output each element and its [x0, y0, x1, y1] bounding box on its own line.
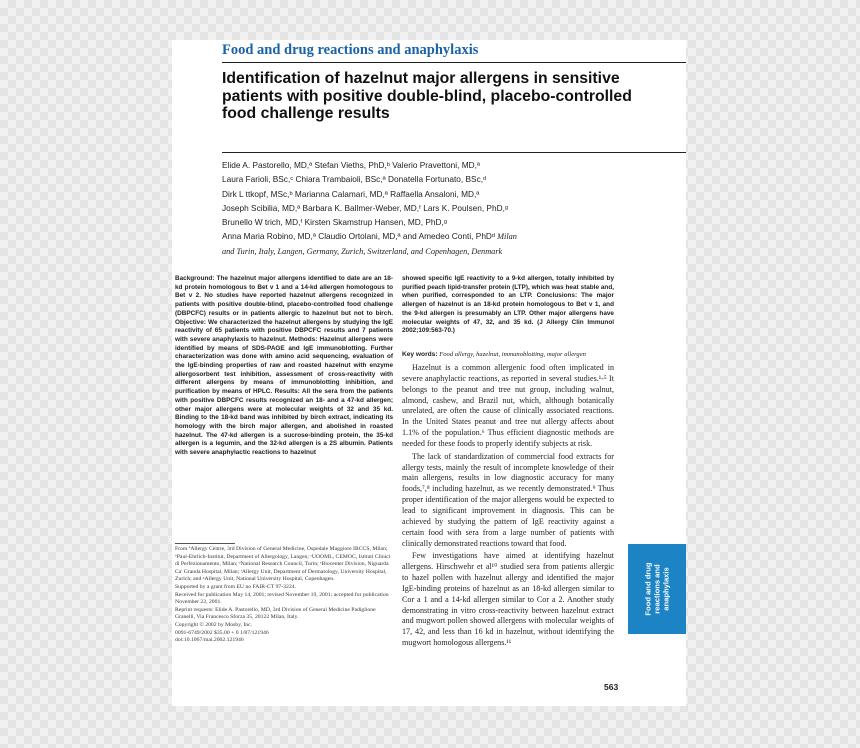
- side-tab-label: [644, 562, 671, 615]
- author-line: Laura Farioli, BSc,ᶜ Chiara Trambaioli, BSc,ª Donatella Fortunato, BSc,ᵈ: [222, 174, 487, 185]
- body-text: [402, 363, 614, 649]
- author-line: Anna Maria Robino, MD,ª Claudio Ortolani, MD,ª and Amedeo Conti, PhDᵈ: [222, 231, 496, 242]
- keywords: [402, 350, 614, 359]
- footnote: From ªAllergy Centre, 3rd Division of General Medicine, Ospedale Maggiore IRCCS, Milan; ᵇPaul-Ehrlich-Institut, Department of Allergology, Langen; ᶜUOOML, CEMOC, Istituti Clinici di Perfezionamento, Milan; ᵈNational Research Council, Turin; ᵉBiocenter Division, Niguarda Ca' Granda Hospital, Milan; ᶠAllergy Unit, Department of Dermatology, University Hospital, Zurich; and ᵍAllergy Unit, National University Hospital, Copenhagen.: [175, 546, 391, 583]
- author-line: Joseph Scibilia, MD,ª Barbara K. Ballmer-Weber, MD,ᶠ Lars K. Poulsen, PhD,ᵍ: [222, 202, 508, 213]
- keywords-label: Key words:: [402, 351, 438, 358]
- affiliation-line: and Turin, Italy, Langen, Germany, Zurich, Switzerland, and Copenhagen, Denmark: [222, 246, 503, 256]
- section-title: Food and drug reactions and anaphylaxis: [222, 42, 479, 58]
- abstract-right-column: [402, 275, 614, 336]
- footnotes: [175, 546, 393, 645]
- author-list: [222, 158, 684, 259]
- footnote: 0091-6749/2002 $35.00 + 0 1/87/121946: [175, 629, 269, 636]
- author-line: Brunello W trich, MD,ᶠ Kirsten Skamstrup Hansen, MD, PhD,ᵍ: [222, 217, 447, 228]
- abstract-text: Background: The hazelnut major allergens identified to date are an 18-kd protein homologous to Bet v 1 and a 14-kd allergen homologous to Bet v 2. No studies have reported hazelnut allergens recognized in patients with positive double-blind, placebo-controlled food challenge (DBPCFC) results or in patients allergic to hazelnut but not to birch. Objective: We characterized the hazelnut allergens by studying the IgE reactivity of 65 patients with positive DBPCFC results and 7 patients with severe anaphylaxis to hazelnut. Methods: Hazelnut allergens were identified by means of SDS-PAGE and IgE immunoblotting. Further characterization was done with amino acid sequencing, evaluation of the IgE-binding properties of raw and roasted hazelnut with enzyme allergosorbent test inhibition, assessment of cross-reactivity with different allergens by means of immunoblotting inhibition, and purification by means of HPLC. Results: All the sera from the patients with positive DBPCFC results recognized an 18- and a 47-kd allergen; other major allergens were at molecular weights of 32 and 35 kd. Binding to the 18-kd band was inhibited by birch extract, indicating its homology with the birch major allergen, and abolished in roasted hazelnut. The 47-kd allergen is a sucrose-binding protein, the 35-kd allergen is a legumin, and the 32-kd allergen is a 2S albumin. Patients with severe anaphylactic reactions to hazelnut: [175, 275, 393, 457]
- article-title: Identification of hazelnut major allergens in sensitive patients with positive double-blind, placebo-controlled food challenge results: [222, 70, 632, 122]
- author-line-last: [222, 229, 684, 244]
- keywords-text: Food allergy, hazelnut, immunoblotting, major allergen: [437, 351, 586, 358]
- body-paragraph: Few investigations have aimed at identifying hazelnut allergens. Hirschwehr et al¹⁰ studied sera from patients allergic to hazel pollen with hazelnut allergy and identified the major IgE-binding proteins of hazelnut as an 18-kd allergen similar to Cor a 1 and a 14-kd allergen similar to Cor a 2. Another study demonstrating in vitro cross-reactivity between hazelnut extract and mugwort pollen showed allergens with molecular weights of 17, 42, and less than 16 kd in hazelnut, without identifying the mugwort homologous allergens.¹¹: [402, 551, 614, 648]
- section-side-tab: [628, 544, 686, 634]
- header-rule-top: [222, 62, 686, 63]
- side-tab-line: anaphylaxis: [661, 567, 671, 611]
- footnote: doi:10.1067/mai.2002.121946: [175, 637, 244, 644]
- side-tab-line: Food and drug: [643, 562, 653, 616]
- author-line: Elide A. Pastorello, MD,ª Stefan Vieths, PhD,ᵇ Valerio Pravettoni, MD,ª: [222, 160, 480, 170]
- affiliation-inline: Milan: [495, 232, 517, 242]
- journal-page: [172, 40, 686, 706]
- abstract-text-continued: showed specific IgE reactivity to a 9-kd allergen, totally inhibited by purified peach lipid-transfer protein (LTP), which was heat stable and, when purified, corresponded to an LTP. Conclusions: The major allergen of hazelnut is an 18-kd protein homologous to Bet v 1, and the 9-kd allergen is presumably an LTP. Other major allergens have molecular weights of 47, 32, and 35 kd. (J Allergy Clin Immunol 2002;109:563-70.): [402, 275, 614, 335]
- footnote: Copyright © 2002 by Mosby, Inc.: [175, 621, 253, 628]
- footnote: Reprint requests: Elide A. Pastorello, MD, 3rd Division of General Medicine Padiglione Granelli, Via Francesco Sforza 35, 20122 Milan, Italy.: [175, 606, 376, 621]
- footnote: Supported by a grant from EU no FAIR-CT 97-3224.: [175, 583, 296, 590]
- footnote-divider: [175, 543, 235, 544]
- abstract-left-column: [175, 275, 393, 458]
- body-paragraph: The lack of standardization of commercial food extracts for allergy tests, mainly the result of incomplete knowledge of their main allergens, results in low diagnostic accuracy for many foods,⁷,⁸ including hazelnut, as we recently demonstrated.⁹ Thus proper identification of the major allergens would be expected to lead to significant improvement in diagnosis. This can be achieved by studying the pattern of IgE reactivity against a certain food with sera from a large number of patients with clinically demonstrated reactions toward that food.: [402, 451, 614, 548]
- author-line: Dirk L ttkopf, MSc,ᵇ Marianna Calamari, MD,ª Raffaella Ansaloni, MD,ª: [222, 188, 480, 199]
- body-paragraph: Hazelnut is a common allergenic food often implicated in severe anaphylactic reactions, as reported in several studies.¹-⁵ It belongs to the peanut and tree nut group, including walnut, almond, cashew, and Brazil nut, which, although botanically unrelated, are often the cause of clinically associated reactions. In the United States peanut and tree nut allergy affects about 1.1% of the population.⁶ Thus efficient diagnostic methods are needed for these foods to properly identify subjects at risk.: [402, 363, 614, 448]
- side-tab-line: reactions and: [652, 564, 662, 614]
- page-number: 563: [604, 682, 619, 692]
- header-rule-bottom: [222, 152, 686, 153]
- footnote: Received for publication May 14, 2001; revised November 19, 2001; accepted for publication November 22, 2001.: [175, 591, 389, 606]
